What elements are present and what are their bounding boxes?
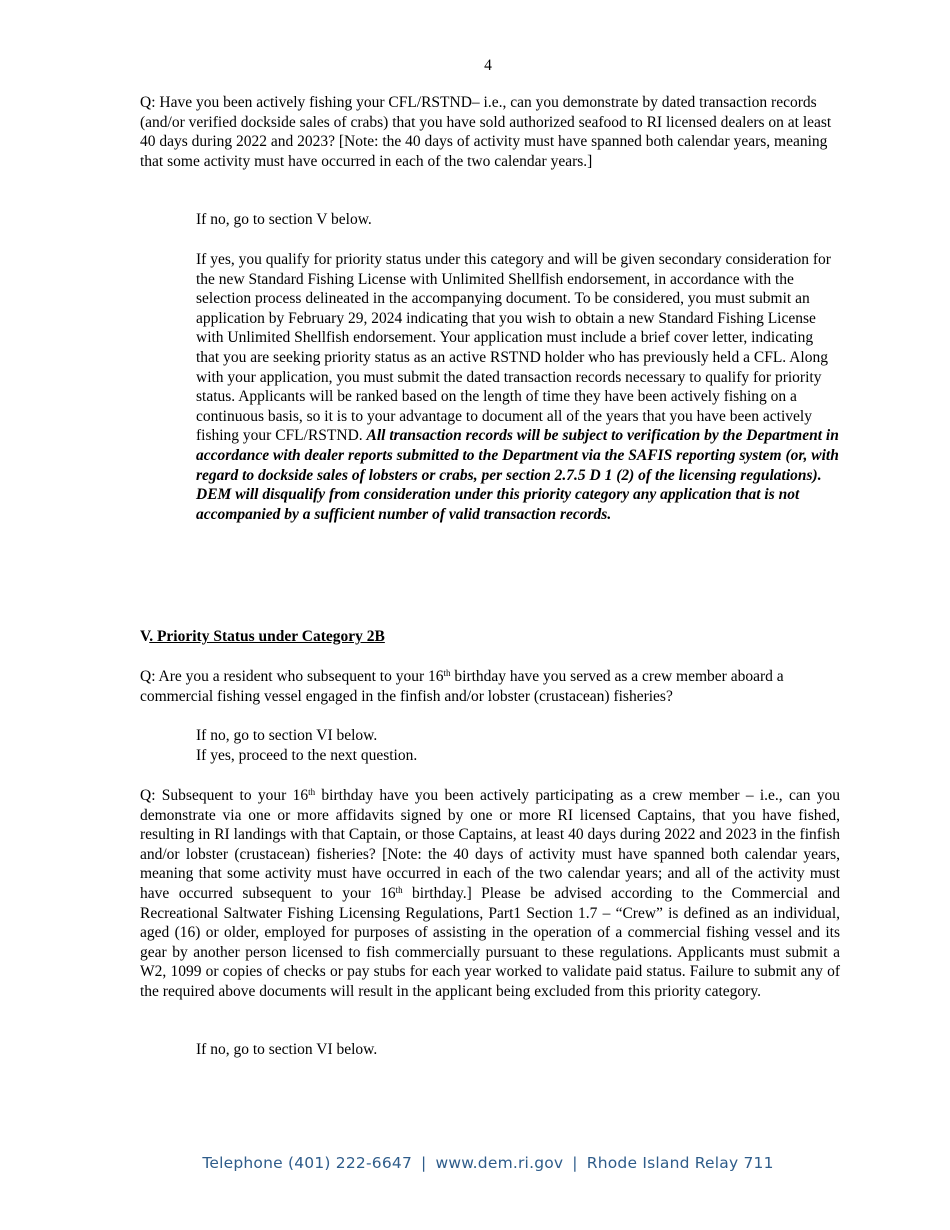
section-v-q1-if-yes: If yes, proceed to the next question. [196,747,418,764]
footer-relay: Rhode Island Relay 711 [586,1154,774,1172]
section-v-question-1 [140,667,840,706]
q2-text-start: Q: Subsequent to your 16 [140,787,309,804]
section-v-q1-if-no: If no, go to section VI below. [196,727,378,744]
q1-text-end: birthday have you served as a crew member aboard a commercial fishing vessel engaged in the finfish and/or lobster (crustacean) fisheries? [140,668,784,705]
section-v-q2-if-no: If no, go to section VI below. [196,1041,378,1058]
q2-text-end: birthday.] Please be advised according to the Commercial and Recreational Saltwater Fishing Licensing Regulations, Part1 Section 1.7 – “Crew” is defined as an individual, aged (16) or older, employed for purposes of assisting in the operation of a commercial fishing vessel and its gear by another person licensed to fish commercially pursuant to these regulations. Applicants must submit a W2, 1099 or copies of checks or pay stubs for each year worked to validate paid status. Failure to submit any of the required above documents will result in the applicant being excluded from this priority category. [140,884,840,1000]
page-number: 4 [484,57,492,74]
section-v-heading [140,627,840,647]
footer-website[interactable]: www.dem.ri.gov [435,1154,564,1172]
q1-ordinal-suffix: th [443,668,451,678]
section-v-heading-prefix: V [140,628,150,645]
q2-ordinal-suffix-1: th [308,787,316,797]
section-iv-verification-notice: All transaction records will be subject to verification by the Department in accordance with dealer reports submitted to the Department via the SAFIS reporting system (or, with regard to dockside sales of lobsters or crabs, per section 2.7.5 D 1 (2) of the licensing regulations). DEM will disqualify from consideration under this priority category any application that is not accompanied by a sufficient number of valid transaction records. [196,427,839,523]
section-iv-if-yes-text: If yes, you qualify for priority status under this category and will be given secondary consideration for the new Standard Fishing License with Unlimited Shellfish endorsement, in accordance with the selection process delineated in the accompanying document. To be considered, you must submit an application by February 29, 2024 indicating that you wish to obtain a new Standard Fishing License with Unlimited Shellfish endorsement. Your application must include a brief cover letter, indicating that you are seeking priority status as an active RSTND holder who has previously held a CFL. Along with your application, you must submit the dated transaction records necessary to qualify for priority status. Applicants will be ranked based on the length of time they have been actively fishing on a continuous basis, so it is to your advantage to document all of the years that you have been actively fishing your CFL/RSTND. [196,251,831,445]
section-iv-question: Q: Have you been actively fishing your CFL/RSTND– i.e., can you demonstrate by dated transaction records (and/or verified dockside sales of crabs) that you have sold authorized seafood to RI licensed dealers on at least 40 days during 2022 and 2023? [Note: the 40 days of activity must have spanned both calendar years, meaning that some activity must have occurred in each of the two calendar years.] [140,94,832,170]
footer-contact [0,1154,950,1174]
section-v-heading-title: . Priority Status under Category 2B [149,628,385,645]
footer-separator: | [572,1154,578,1172]
section-v-question-2 [140,786,840,1002]
q2-text-middle: birthday have you been actively participating as a crew member – i.e., can you demonstrate via one or more affidavits signed by one or more RI licensed Captains, that you have fished, resulting in RI landings with that Captain, or those Captains, at least 40 days during 2022 and 2023 in the finfish and/or lobster (crustacean) fisheries? [Note: the 40 days of activity must have spanned both calendar years, meaning that some activity must have occurred in each of the two calendar years; and all of the activity must have occurred subsequent to your 16 [140,787,841,902]
footer-separator: | [421,1154,427,1172]
section-iv-if-no: If no, go to section V below. [196,211,372,228]
section-iv-if-yes [196,250,840,524]
footer-telephone: Telephone (401) 222-6647 [202,1154,413,1172]
q2-ordinal-suffix-2: th [395,884,403,895]
q1-text-start: Q: Are you a resident who subsequent to your 16 [140,668,444,685]
